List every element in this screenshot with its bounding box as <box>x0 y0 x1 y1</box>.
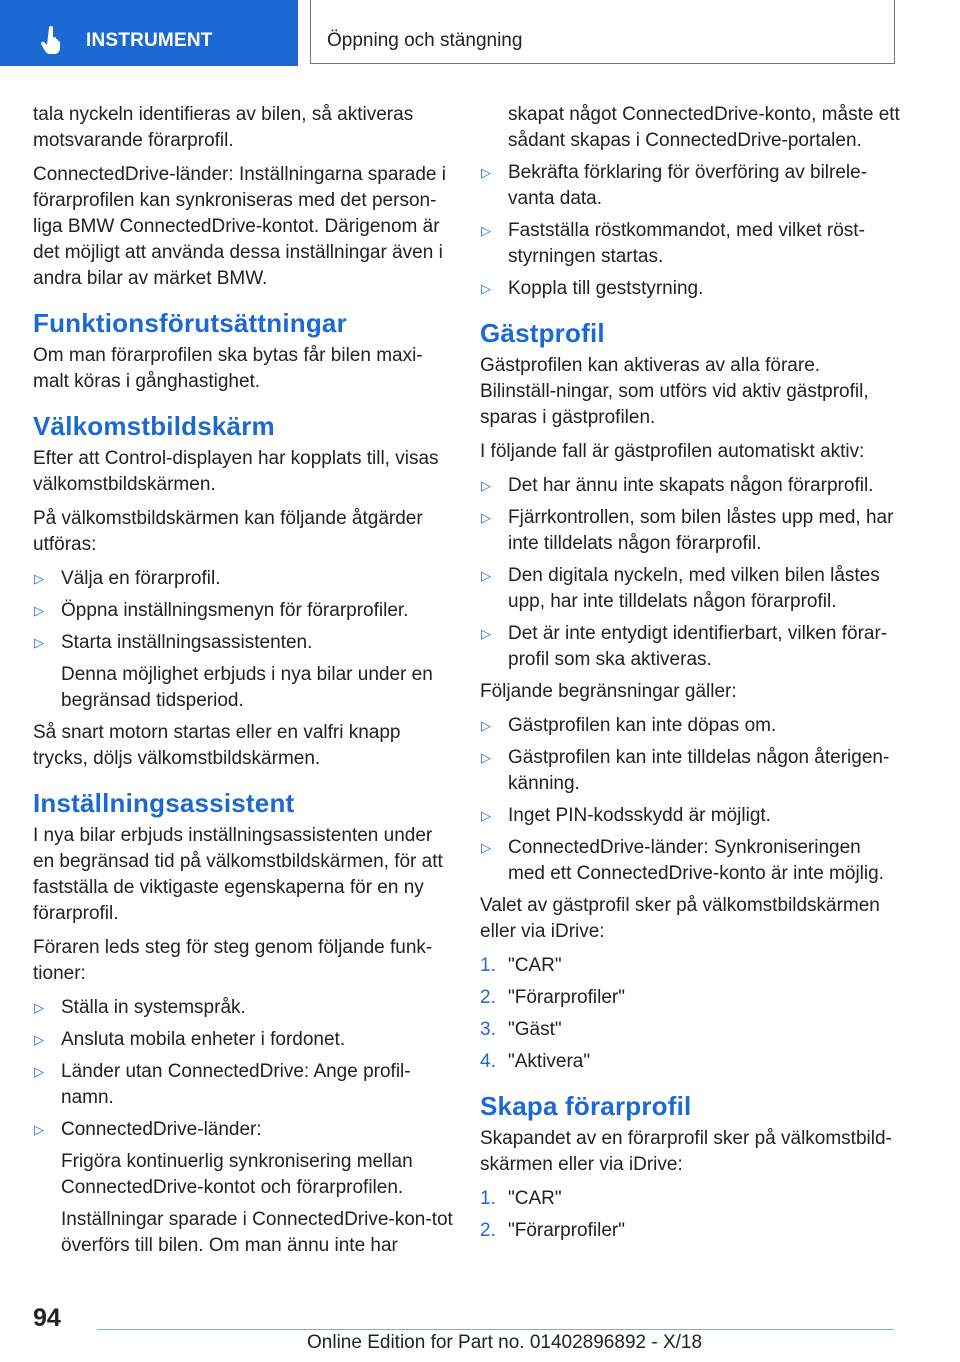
paragraph: På välkomstbildskärmen kan följande åtgärder utföras: <box>33 508 423 555</box>
list-item: ▷ Den digitala nyckeln, med vilken bilen låstes upp, har inte tilldelats någon förarprofil. <box>480 563 900 615</box>
list-item: ▷ Det har ännu inte skapats någon förarprofil. <box>480 473 900 499</box>
paragraph: Skapandet av en förarprofil sker på välkomstbild‐skärmen eller via iDrive: <box>480 1128 892 1175</box>
step-number: 1. <box>480 1188 496 1209</box>
list-item: ▷ ConnectedDrive-länder: Synkroniseringen med ett ConnectedDrive-konto är inte möjlig. <box>480 835 900 887</box>
step-number: 2. <box>480 987 496 1008</box>
list-item: ▷ Inget PIN-kodsskydd är möjligt. <box>480 803 900 829</box>
step-number: 4. <box>480 1051 496 1072</box>
page-number: 94 <box>33 1304 61 1332</box>
bullet-list <box>33 995 453 1143</box>
heading-gastprofil: Gästprofil <box>480 318 605 348</box>
step-number: 1. <box>480 955 496 976</box>
footer-edition: Online Edition for Part no. 01402896892 - X/18 <box>307 1332 703 1353</box>
section-tab <box>0 0 298 66</box>
step-item <box>480 985 900 1011</box>
list-item: ▷ Ansluta mobila enheter i fordonet. <box>33 1027 453 1053</box>
hand-touch-icon <box>40 26 66 54</box>
sub-paragraph: Inställningar sparade i ConnectedDrive-kon‐tot överförs till bilen. Om man ännu inte har <box>61 1209 453 1256</box>
step-item <box>480 1218 900 1244</box>
sub-paragraph: Denna möjlighet erbjuds i nya bilar under en begränsad tidsperiod. <box>61 664 433 711</box>
step-item <box>480 1186 900 1212</box>
step-item <box>480 1049 900 1075</box>
step-text: "Förarprofiler" <box>508 1220 625 1241</box>
bullet-list <box>480 713 900 887</box>
list-item: ▷ Länder utan ConnectedDrive: Ange profil‐namn. <box>33 1059 453 1111</box>
paragraph: Efter att Control-displayen har kopplats till, visas välkomstbildskärmen. <box>33 448 439 495</box>
step-text: "Gäst" <box>508 1019 562 1040</box>
paragraph: Så snart motorn startas eller en valfri knapp trycks, döljs välkomstbildskärmen. <box>33 722 401 769</box>
bullet-list <box>480 160 900 302</box>
list-item: ▷ Fjärrkontrollen, som bilen låstes upp med, har inte tilldelats någon förarprofil. <box>480 505 900 557</box>
list-item: ▷ Ställa in systemspråk. <box>33 995 453 1021</box>
sub-paragraph: skapat något ConnectedDrive-konto, måste ett sådant skapas i ConnectedDrive-portalen. <box>508 104 900 151</box>
step-text: "Aktivera" <box>508 1051 591 1072</box>
step-number: 2. <box>480 1220 496 1241</box>
paragraph: Gästprofilen kan aktiveras av alla förare. Bilinställ‐ningar, som utförs vid aktiv gästprofil, sparas i gästprofilen. <box>480 355 869 428</box>
list-item: ▷ Välja en förarprofil. <box>33 566 453 592</box>
bullet-list <box>480 473 900 673</box>
numbered-list <box>480 1186 900 1244</box>
step-item <box>480 1017 900 1043</box>
chapter-header <box>310 0 895 64</box>
step-text: "Förarprofiler" <box>508 987 625 1008</box>
footer-divider <box>97 1329 894 1330</box>
section-label: INSTRUMENT <box>86 30 213 51</box>
numbered-list <box>480 953 900 1075</box>
list-item: ▷ Gästprofilen kan inte döpas om. <box>480 713 900 739</box>
right-column <box>480 102 900 1250</box>
paragraph: Valet av gästprofil sker på välkomstbildskärmen eller via iDrive: <box>480 895 880 942</box>
paragraph: tala nyckeln identifieras av bilen, så aktiveras motsvarande förarprofil. <box>33 104 414 151</box>
step-text: "CAR" <box>508 955 562 976</box>
step-item <box>480 953 900 979</box>
list-item: ▷ Gästprofilen kan inte tilldelas någon återigen‐känning. <box>480 745 900 797</box>
sub-paragraph: Frigöra kontinuerlig synkronisering mellan ConnectedDrive-kontot och förarprofilen. <box>61 1151 413 1198</box>
list-item: ▷ Koppla till geststyrning. <box>480 276 900 302</box>
heading-installningsassistent: Inställningsassistent <box>33 788 295 818</box>
paragraph: ConnectedDrive-länder: Inställningarna sparade i förarprofilen kan synkroniseras med det person‐liga BMW ConnectedDrive-kontot. Därigenom är det möjligt att använda dessa inställningar även i andra bilar av märket BMW. <box>33 164 446 289</box>
step-text: "CAR" <box>508 1188 562 1209</box>
list-item: ▷ Öppna inställningsmenyn för förarprofiler. <box>33 598 453 624</box>
heading-funktionsforutsattningar: Funktionsförutsättningar <box>33 308 347 338</box>
left-column <box>33 102 453 1265</box>
list-item: ▷ Starta inställningsassistenten. <box>33 630 453 656</box>
chapter-title: Öppning och stängning <box>327 30 523 51</box>
paragraph: Följande begränsningar gäller: <box>480 681 737 702</box>
paragraph: Föraren leds steg för steg genom följande funk‐tioner: <box>33 937 433 984</box>
paragraph: I nya bilar erbjuds inställningsassistenten under en begränsad tid på välkomstbildskärmen, för att fastställa de viktigaste egenskaperna för en ny förarprofil. <box>33 825 443 924</box>
step-number: 3. <box>480 1019 496 1040</box>
list-item: ▷ ConnectedDrive-länder: <box>33 1117 453 1143</box>
heading-valkomstbildskarm: Välkomstbildskärm <box>33 411 275 441</box>
paragraph: Om man förarprofilen ska bytas får bilen maxi‐malt köras i gånghastighet. <box>33 345 423 392</box>
bullet-list <box>33 566 453 656</box>
list-item: ▷ Bekräfta förklaring för överföring av bilrele‐vanta data. <box>480 160 900 212</box>
list-item: ▷ Det är inte entydigt identifierbart, vilken förar‐profil som ska aktiveras. <box>480 621 900 673</box>
paragraph: I följande fall är gästprofilen automatiskt aktiv: <box>480 441 865 462</box>
list-item: ▷ Fastställa röstkommandot, med vilket röst‐styrningen startas. <box>480 218 900 270</box>
heading-skapa-forarprofil: Skapa förarprofil <box>480 1091 692 1121</box>
